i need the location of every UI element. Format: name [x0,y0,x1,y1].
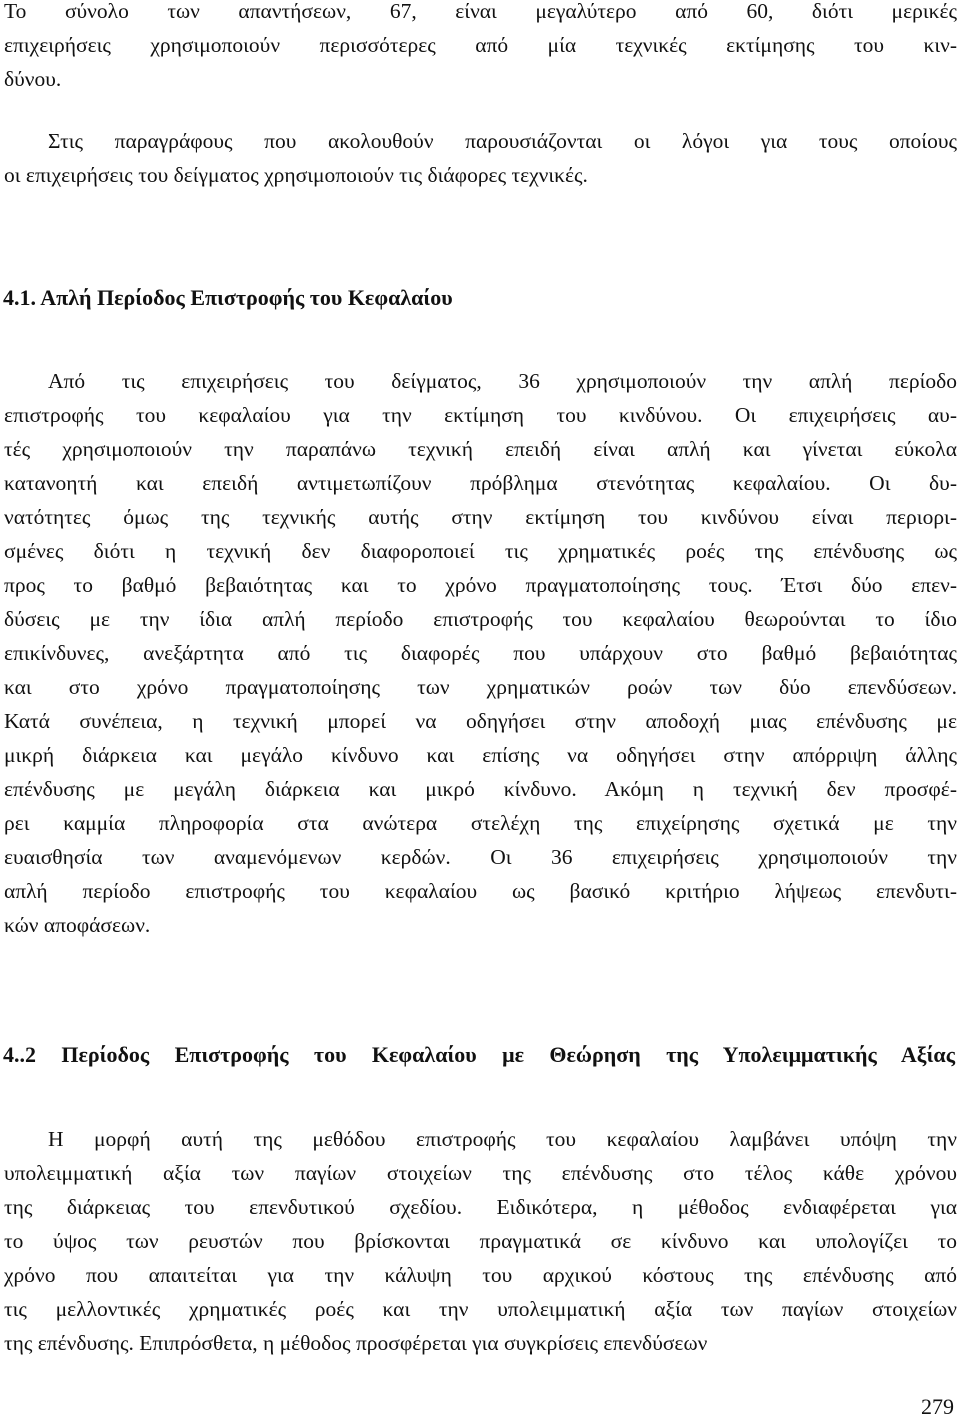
text-line: της διάρκειας του επενδυτικού σχεδίου. Ειδικότερα, η μέθοδος ενδιαφέρεται για [4,1195,957,1219]
text-line: νατότητες όμως της τεχνικής αυτής στην εκτίμηση του κινδύνου είναι περιορι- [4,505,957,529]
text-line: τές χρησιμοποιούν την παραπάνω τεχνική επειδή είναι απλή και γίνεται εύκολα [4,437,957,461]
paragraph-residual-value [0,1122,960,1360]
paragraph-intro [0,0,960,96]
text-line: το ύψος των ρευστών που βρίσκονται πραγματικά σε κίνδυνο και υπολογίζει το [4,1229,957,1253]
paragraph-simple-payback [0,364,960,942]
text-line: ρει καμμία πληροφορία στα ανώτερα στελέχη της επιχείρησης σχετικά με την [4,811,957,835]
text-line: επιχειρήσεις χρησιμοποιούν περισσότερες από μία τεχνικές εκτίμησης του κιν- [4,33,957,57]
text-line: μικρή διάρκεια και μεγάλο κίνδυνο και επίσης να οδηγήσει στην απόρριψη άλλης [4,743,957,767]
text-line: δύνου. [4,67,62,91]
page-number: 279 [921,1394,954,1419]
text-line: της επένδυσης. Επιπρόσθετα, η μέθοδος προσφέρεται για συγκρίσεις επενδύσεων [4,1331,708,1355]
paragraph-transition [0,124,960,192]
text-line: κατανοητή και επειδή αντιμετωπίζουν πρόβλημα στενότητας κεφαλαίου. Οι δυ- [4,471,957,495]
text-line: κών αποφάσεων. [4,913,151,937]
text-line: απλή περίοδο επιστροφής του κεφαλαίου ως βασικό κριτήριο λήψεως επενδυτι- [4,879,957,903]
text-line: δύσεις με την ίδια απλή περίοδο επιστροφής του κεφαλαίου θεωρούνται το ίδιο [4,607,957,631]
text-line: τις μελλοντικές χρηματικές ροές και την υπολειμματική αξία των παγίων στοιχείων [4,1297,957,1321]
text-line: και στο χρόνο πραγματοποίησης των χρηματικών ροών των δύο επενδύσεων. [4,675,957,699]
text-line: υπολειμματική αξία των παγίων στοιχείων της επένδυσης στο τέλος κάθε χρόνου [4,1161,957,1185]
text-line: ευαισθησία των αναμενόμενων κερδών. Οι 36 επιχειρήσεις χρησιμοποιούν την [4,845,957,869]
text-line: επικίνδυνες, ανεξάρτητα από τις διαφορές που υπάρχουν στο βαθμό βεβαιότητας [4,641,957,665]
text-line: επένδυσης με μεγάλη διάρκεια και μικρό κίνδυνο. Ακόμη η τεχνική δεν προσφέ- [4,777,957,801]
text-line: Η μορφή αυτή της μεθόδου επιστροφής του κεφαλαίου λαμβάνει υπόψη την [48,1127,957,1151]
section-heading-4-1: 4.1. Απλή Περίοδος Επιστροφής του Κεφαλαίου [3,285,453,310]
text-line: Το σύνολο των απαντήσεων, 67, είναι μεγαλύτερο από 60, διότι μερικές [4,0,957,23]
text-line: Από τις επιχειρήσεις του δείγματος, 36 χρησιμοποιούν την απλή περίοδο [48,369,957,393]
text-line: χρόνο που απαιτείται για την κάλυψη του αρχικού κόστους της επένδυσης από [4,1263,957,1287]
text-line: Στις παραγράφους που ακολουθούν παρουσιάζονται οι λόγοι για τους οποίους [48,129,957,153]
section-heading-4-2: 4..2 Περίοδος Επιστροφής του Κεφαλαίου με Θεώρηση της Υπολειμματικής Αξίας [3,1042,955,1067]
text-line: οι επιχειρήσεις του δείγματος χρησιμοποιούν τις διάφορες τεχνικές. [4,163,588,187]
text-line: Κατά συνέπεια, η τεχνική μπορεί να οδηγήσει στην αποδοχή μιας επένδυσης με [4,709,957,733]
text-line: σμένες διότι η τεχνική δεν διαφοροποιεί τις χρηματικές ροές της επένδυσης ως [4,539,957,563]
text-line: επιστροφής του κεφαλαίου για την εκτίμηση του κινδύνου. Οι επιχειρήσεις αυ- [4,403,957,427]
text-line: προς το βαθμό βεβαιότητας και το χρόνο πραγματοποίησης τους. Έτσι δύο επεν- [4,573,957,597]
